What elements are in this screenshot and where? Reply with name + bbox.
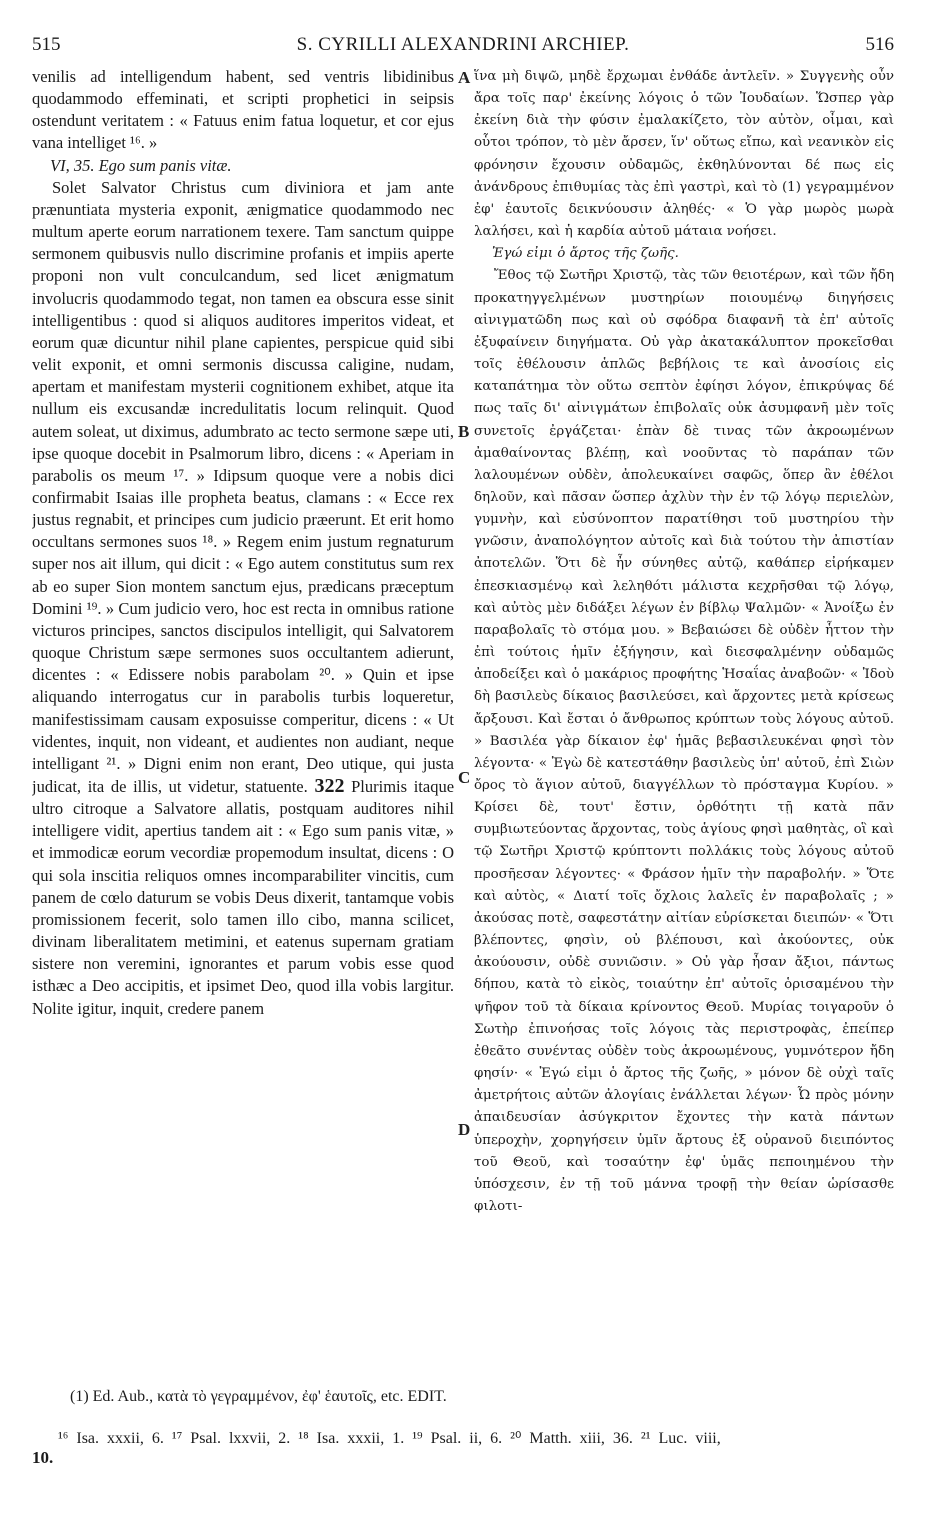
greek-verse-heading: Ἐγώ εἰμι ὁ ἄρτος τῆς ζωῆς.	[492, 246, 679, 262]
latin-paragraph-2	[32, 177, 454, 1020]
greek-paragraph-1: ἵνα μὴ διψῶ, μηδὲ ἔρχωμαι ἐνθάδε ἀντλεῖν. » Συγγενὴς οὖν ἄρα τοῖς παρ' ἐκείνης λόγοις ὁ τῶν Ἰουδαίων. Ὥσπερ γὰρ ἐκείνη διὰ τὴν φύσιν ἐμαλακίζετο, τὸν αὐτὸν, οἶμαι, καὶ οὗτοι τρόπον, τὸ μὲν ἄρσεν, ἵν' οὕτως εἴπω, καὶ νεανικὸν εἰς φρόνησιν ἔχουσιν οὐδαμῶς, ἐκθηλύνονται δέ πως εἰς ἀνάνδρους ἐπιθυμίας τὰς ἐπὶ γαστρὶ, καὶ τὸ (1) γεγραμμένον ἐφ' ἑαυτοῖς δεικνύουσιν ἀληθές· « Ὁ γὰρ μωρὸς μωρὰ λαλήσει, καὶ ἡ καρδία αὐτοῦ μάταια νοήσει.	[474, 69, 894, 240]
scripture-references: ¹⁶ Isa. xxxii, 6. ¹⁷ Psal. lxxvii, 2. ¹⁸ Isa. xxxii, 1. ¹⁹ Psal. ii, 6. ²⁰ Matth. xiii, 36. ²¹ Luc. viii,	[58, 1430, 721, 1447]
running-header	[32, 30, 894, 58]
page-number-left: 515	[32, 34, 61, 55]
running-title: S. CYRILLI ALEXANDRINI ARCHIEP.	[296, 34, 630, 55]
section-marker-b: B	[458, 422, 470, 441]
latin-column	[32, 66, 454, 1376]
greek-paragraph-2: Ἔθος τῷ Σωτῆρι Χριστῷ, τὰς τῶν θειοτέρων, καὶ τῶν ἤδη προκατηγγελμένων μυστηρίων ποιουμένῳ διηγήσεις αἰνιγματῶδη πως καὶ οὐ σφόδρα διαφανῆ τὰ ἐπ' αὐτοῖς ἐξυφαίνειν διηγήματα. Οὐ γὰρ ἀκατακάλυπτον προκεῖσθαι τοῖς ἐθέλουσιν ἁπλῶς βεβήλοις τε καὶ ἀνοσίοις εἰς καταπάτημα τὸν οὕτω σεπτὸν ἐφίησι λόγον, ἐπικρύψας δέ πως ταῖς δι' αἰνιγμάτων ἐπιβολαῖς οὐκ ἀσυμφανῆ μὲν τοῖς συνετοῖς ἐργάζεται· ἐπὰν δὲ τινας τῶν ἀκροωμένων ἀμαθαίνοντας βλέπῃ, καὶ νοοῦντας τὸ παράπαν τῶν λαλουμένων οὐδὲν, ἀπολευκαίνει σαφῶς, ὅπερ ἂν ἐθέλοι δηλοῦν, καὶ πᾶσαν ὥσπερ ἀχλὺν τὴν ἐν τῷ λόγῳ περιελὼν, γυμνὴν, καὶ εὐσύνοπτον παρατίθησι τοῦ μυστηρίου τὴν γνῶσιν, ἀναπολόγητον αὐτοῖς καὶ διὰ τούτου τὴν ἀπιστίαν ἀποτελῶν. Ὅτι δὲ ἦν σύνηθες αὐτῷ, καθάπερ εἰρήκαμεν ἐπεσκιασμένῳ καὶ λεληθότι μάλιστα κεχρῆσθαι τῷ λόγῳ, καὶ αὐτὸς μὲν διδάξει λέγων ἐν βίβλῳ Ψαλμῶν· « Ἀνοίξω ἐν παραβολαῖς τὸ στόμα μου. » Βεβαιώσει δὲ οὐδὲν ἧττον τὴν ἐπὶ τούτοις ἡμῖν ἐξήγησιν, καὶ διεσφαλμένην οὐδαμῶς ἀποδείξει καὶ ὁ μακάριος προφήτης Ἡσαΐας ἀναβοῶν· « Ἰδοὺ δὴ βασιλεὺς δίκαιος βασιλεύσει, καὶ ἄρχοντες μετὰ κρίσεως ἄρξουσι. Καὶ ἔσται ὁ ἄνθρωπος κρύπτων τοὺς λόγους αὐτοῦ. » Βασιλέα γὰρ δίκαιον ἐφ' ἡμᾶς βεβασιλευκέναι φησὶ τὸν λέγοντα· « Ἐγὼ δὲ κατεστάθην βασιλεὺς ὑπ' αὐτοῦ, ἐπὶ Σιὼν ὄρος τὸ ἅγιον αὐτοῦ, διαγγέλλων τὸ πρόσταγμα Κυρίου. » Κρίσει δὲ, τουτ' ἔστιν, ὀρθότητι τῇ κατὰ πᾶν συμβιωτεύοντας ἄρχοντας, τοὺς ἁγίους φησὶ μαθητὰς, οἳ καὶ τῷ Σωτῆρι Χριστῷ κρύπτοντι πολλάκις τοὺς λόγους αὐτοῦ προσῆεσαν λέγοντες· « Φράσον ἡμῖν τὴν παραβολήν. » Ὅτε καὶ αὐτὸς, « Διατί τοῖς ὄχλοις λαλεῖς ἐν παραβολαῖς ; » ἀκούσας ποτὲ, σαφεστάτην αἰτίαν εὑρίσκεται διειπών· « Ὅτι βλέποντες, φησὶν, οὐ βλέπουσι, καὶ ἀκούοντες, οὐκ ἀκούουσιν, οὐδὲ συνιῶσιν. » Οὐ γὰρ ἦσαν ἄξιοι, πάντως δήπου, κατὰ τὸ εἰκὸς, τοιαύτην ἐπ' αὐτοῖς ὁρισαμένου τὴν ψῆφον τοῦ τὰ δίκαια κρίνοντος Θεοῦ. Μυρίας τοιγαροῦν ὁ Σωτὴρ ἐπινοήσας τοῖς λόγοις τὰς περιστροφὰς, ἐπείπερ ἐθεᾶτο συνέντας οὐδὲν τοὺς ἀκροωμένους, γυμνότερον ἤδη φησίν· « Ἐγώ εἰμι ὁ ἄρτος τῆς ζωῆς, » μόνον δὲ οὐχὶ ταῖς ἀμετρήτοις αὐτῶν ἀλογίαις ἐνάλλεται λέγων· Ὦ πρὸς μόνην ἀπαιδευσίαν ἀσύγκριτον ἔχοντες τὴν κατὰ πάντων ὑπεροχὴν, χορηγήσειν ὑμῖν ἄρτους ἐξ οὐρανοῦ διειπόντος τοῦ Θεοῦ, καὶ τοσαύτην ἐφ' ὑμᾶς πεποιημένου τὴν ὑπόσχεσιν, ἐν τῇ τοῦ μάννα τροφῇ τὴν θείαν ὡρίσασθε φιλοτι-	[474, 268, 894, 1214]
page-number-right: 516	[865, 34, 894, 55]
section-marker-a: A	[458, 68, 471, 87]
column-number: 322	[314, 775, 345, 797]
section-marker-d: D	[458, 1120, 471, 1139]
latin-paragraph-1: venilis ad intelligendum habent, sed ventris libidinibus quodammodo effeminati, et scripti prophetici in seipsis ostendunt veritatem : « Fatuus enim fatua loquetur, et cor ejus vana intelliget ¹⁶. »	[32, 67, 454, 153]
editorial-footnote: (1) Ed. Aub., κατὰ τὸ γεγραμμένον, ἐφ' ἑαυτοῖς, etc. EDIT.	[70, 1388, 447, 1405]
section-marker-c: C	[458, 768, 471, 787]
latin-verse-heading: VI, 35. Ego sum panis vitæ.	[50, 155, 232, 175]
latin-paragraph-2-continued: Plurimis itaque ultro citroque a Salvatore allatis, postquam auditores nihil intelligere vidit, apertius tandem ait : « Ego sum panis vitæ, » et immodicæ eorum vecordiæ propemodum insultat, dicens : O qui sola inscitia reliquos omnes incomparabiliter vincitis, cum panem de cœlo daturum se vobis Deus dixerit, tantamque vobis promissionem fecerit, solo tamen illo cibo, manna scilicet, divinam liberalitatem metimini, et eatenus supernam gratiam sistere non veremini, ignorantes et parum vobis esse quod isthæc a Deo accipitis, et ipsimet Deo, quod illa vobis largitur. Nolite igitur, inquit, credere panem	[32, 777, 454, 1018]
greek-column	[474, 66, 894, 1376]
signature-mark: 10.	[32, 1448, 54, 1467]
latin-paragraph-2-text: Solet Salvator Christus cum diviniora et jam ante prænuntiata mysteria exponit, ænigmatice quodammodo nec multum aperte eorum narrationem texere. Tam sanctum quippe sermonem quibusvis nullo discrimine profanis et impiis aperte proponi non vult conculcandum, sed licet ænigmatum involucris quodammodo tegat, non tamen ea obscura esse sinit intelligentibus : quod si aliquos auditores imperitos videat, et eorum quæ dicuntur nihil plane capientes, perspicue quid sibi velit exponit, et omni sermonis discussa caligine, nudam, apertam et manifestam mysterii cognitionem exhibet, atque ita nullum eis excusandæ incredulitatis locum relinquit. Quod autem soleat, ut diximus, adumbrato ac tecto sermone sæpe uti, ipse quoque docebit in Psalmorum libro, dicens : « Aperiam in parabolis os meum ¹⁷. » Idipsum quoque vere a nobis dici confirmabit Isaias ille propheta beatus, clamans : « Ecce rex justus regnabit, et principes cum judicio præerunt. Et erit homo occultans sermones suos ¹⁸. » Regem enim justum regnaturum super nos ait illum, qui dicit : « Ego autem constitutus sum rex ab eo super Sion montem sanctum ejus, prædicans præceptum Domini ¹⁹. » Cum judicio vero, hoc est recta in omnibus ratione victuros principes, sanctos discipulos intelligit, qui Salvatorem quoque Christum sæpe sermones suos occultantem adierunt, dicentes : « Edissere nobis parabolam ²⁰. » Quin et ipse aliquando interrogatus cur in parabolis turbis loqueretur, manifestissimam causam exposuisse comperitur, dicens : « Ut videntes, inquit, non videant, et audientes non audiant, neque intelligant ²¹. » Digni enim non erant, Deo utique, qui justa judicat, ita de illis, ut videtur, statuente.	[32, 177, 454, 796]
